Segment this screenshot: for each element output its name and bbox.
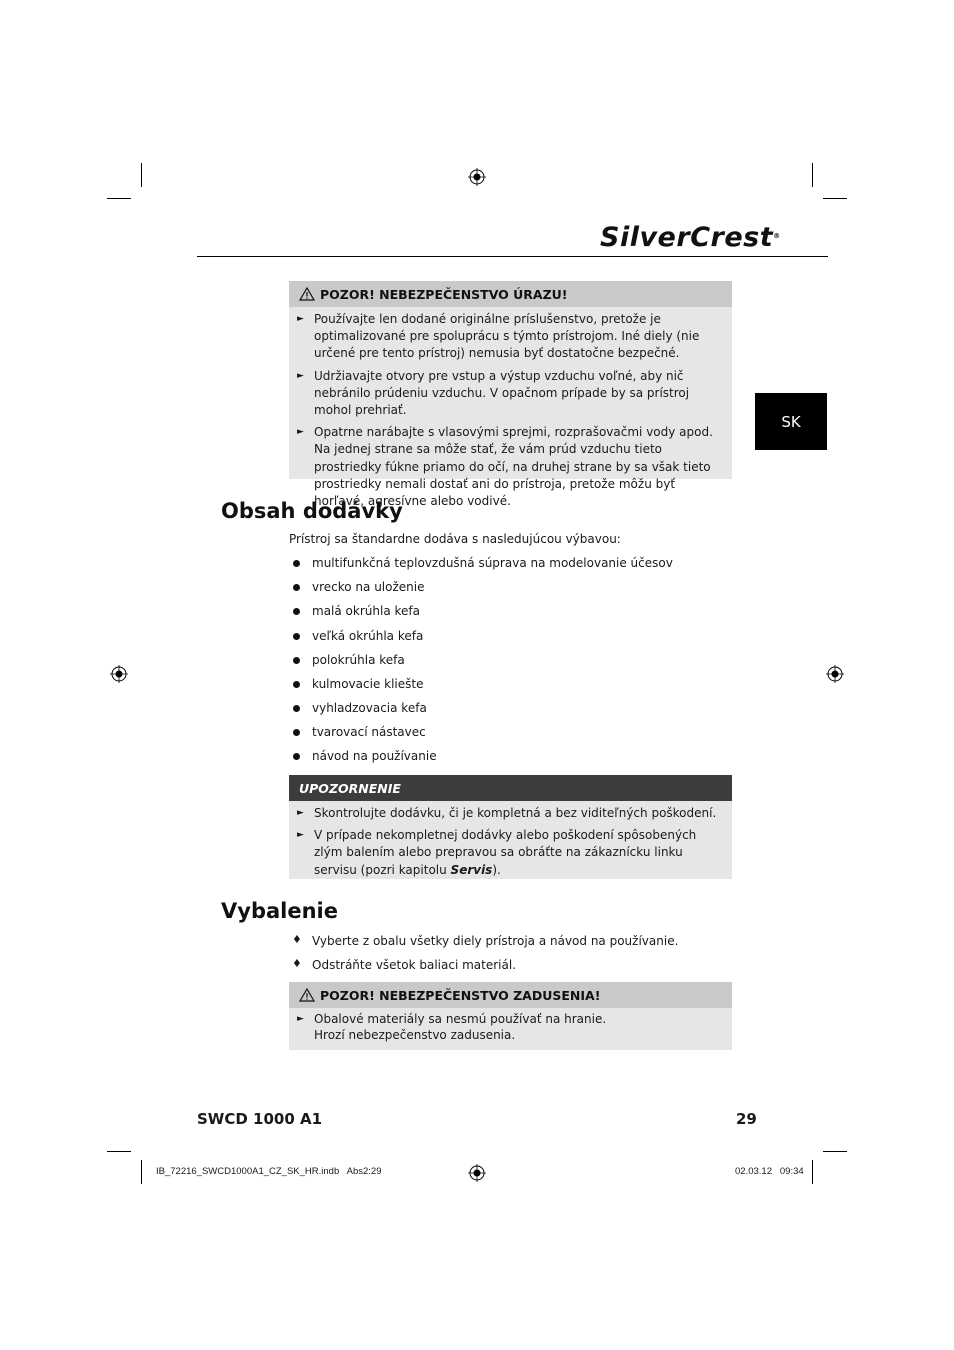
list-item-text: Hrozí nebezpečenstvo zadusenia. — [314, 1027, 516, 1042]
list-item — [289, 629, 423, 643]
bullet-dot-icon — [293, 608, 300, 615]
list-item — [297, 805, 722, 822]
arrow-bullet-icon: ► — [297, 808, 304, 818]
warning-suffocation-box — [289, 982, 732, 1050]
registration-mark-icon — [110, 665, 128, 683]
warning-triangle-icon — [299, 988, 315, 1002]
slug-date: 02.03.12 09:34 — [735, 1166, 804, 1177]
brand-name-part2: Crest — [690, 222, 774, 253]
list-item-text: vrecko na uloženie — [312, 580, 425, 594]
list-item-text: malá okrúhla kefa — [312, 604, 420, 618]
list-item — [289, 580, 425, 594]
bullet-dot-icon — [293, 584, 300, 591]
crop-mark — [812, 1160, 813, 1184]
list-item — [289, 604, 420, 618]
crop-mark — [141, 1160, 142, 1184]
arrow-bullet-icon: ► — [297, 830, 304, 841]
warning-suffocation-header — [289, 982, 732, 1008]
crop-mark — [107, 1151, 131, 1152]
crop-mark — [812, 163, 813, 187]
list-item-text: Používajte len dodané originálne príslušenstvo, pretože je optimalizované pre spoluprácu s týmto prístrojom. Iné diely (nie určené pre tento prístroj) nemusia byť dostatočne bezpečné. — [314, 312, 700, 361]
list-item-text: Vyberte z obalu všetky diely prístroja a návod na používanie. — [312, 934, 679, 948]
list-item — [289, 749, 437, 763]
crop-mark — [823, 1151, 847, 1152]
registration-mark-icon — [468, 168, 486, 186]
registration-mark-icon — [468, 1164, 486, 1182]
list-item — [289, 556, 673, 570]
warning-triangle-icon — [299, 287, 315, 301]
registration-mark-icon — [826, 665, 844, 683]
language-tab: SK — [755, 393, 827, 450]
warning-suffocation-title: POZOR! NEBEZPEČENSTVO ZADUSENIA! — [320, 987, 601, 1003]
section-heading-contents: Obsah dodávky — [221, 499, 403, 523]
list-item — [289, 958, 516, 972]
arrow-bullet-icon: ► — [297, 427, 304, 438]
list-item — [289, 701, 427, 715]
bullet-dot-icon — [293, 729, 300, 736]
list-item — [289, 934, 678, 948]
warning-injury-header — [289, 281, 732, 307]
bullet-dot-icon — [293, 681, 300, 688]
bullet-dot-icon — [293, 560, 300, 567]
list-item — [289, 653, 405, 667]
list-item — [297, 368, 722, 420]
crop-mark — [141, 163, 142, 187]
list-item-text: veľká okrúhla kefa — [312, 629, 424, 643]
bullet-dot-icon — [293, 753, 300, 760]
warning-injury-title: POZOR! NEBEZPEČENSTVO ÚRAZU! — [320, 286, 568, 302]
list-item-text: Obalové materiály sa nesmú používať na hranie. — [314, 1012, 607, 1026]
crop-mark — [107, 198, 131, 199]
brand-name-part1: Silver — [600, 222, 691, 253]
crop-mark — [823, 198, 847, 199]
list-item — [297, 1012, 722, 1043]
arrow-bullet-icon: ► — [297, 314, 304, 324]
page-number: 29 — [736, 1110, 757, 1128]
list-item-text: V prípade nekompletnej dodávky alebo poškodení spôsobených zlým balením alebo prepravou sa obráťte na zákaznícku linku servisu (pozri kapitolu — [314, 828, 697, 877]
brand-registered: ® — [773, 232, 781, 240]
list-item — [289, 677, 423, 691]
service-chapter-ref: Servis — [450, 862, 493, 877]
arrow-bullet-icon: ► — [297, 370, 304, 381]
footer-model: SWCD 1000 A1 — [197, 1110, 323, 1128]
list-item — [297, 827, 722, 879]
warning-injury-box — [289, 281, 732, 509]
brand-logo — [600, 222, 781, 253]
diamond-bullet-icon: ♦ — [292, 957, 302, 970]
list-item-text: Opatrne narábajte s vlasovými sprejmi, rozprašovačmi vody apod. Na jednej strane sa môže stať, že vám prúd vzduchu tieto prostriedky fúkne priamo do očí, na druhej strane by sa však tieto prostriedky nemali dostať ani do prístroja, pretože môžu byť horľavé, agresívne alebo vodivé. — [314, 425, 713, 509]
notice-title: UPOZORNENIE — [299, 780, 401, 796]
list-item-text: vyhladzovacia kefa — [312, 701, 427, 715]
list-item-text: polokrúhla kefa — [312, 653, 405, 667]
list-item-text: Udržiavajte otvory pre vstup a výstup vzduchu voľné, aby nič nebránilo prúdeniu vzduchu. V opačnom prípade by sa prístroj mohol prehriať. — [314, 368, 690, 418]
notice-box — [289, 775, 732, 879]
arrow-bullet-icon: ► — [297, 1014, 304, 1024]
list-item-text: tvarovací nástavec — [312, 725, 426, 739]
list-item-text-end: ). — [492, 862, 501, 877]
list-item-text: multifunkčná teplovzdušná súprava na modelovanie účesov — [312, 556, 673, 570]
diamond-bullet-icon: ♦ — [292, 933, 302, 946]
list-item-text: návod na používanie — [312, 749, 437, 763]
header-rule — [197, 256, 828, 257]
list-item-text: Odstráňte všetok baliaci materiál. — [312, 958, 516, 972]
list-item-text: kulmovacie kliešte — [312, 677, 424, 691]
list-item — [297, 311, 722, 363]
section-heading-unpacking: Vybalenie — [221, 899, 338, 923]
bullet-dot-icon — [293, 633, 300, 640]
notice-header — [289, 775, 732, 801]
list-item — [289, 725, 426, 739]
bullet-dot-icon — [293, 705, 300, 712]
bullet-dot-icon — [293, 657, 300, 664]
list-item — [297, 424, 722, 510]
slug-file-info: IB_72216_SWCD1000A1_CZ_SK_HR.indb Abs2:29 — [156, 1166, 382, 1177]
contents-intro: Prístroj sa štandardne dodáva s nasledujúcou výbavou: — [289, 532, 621, 546]
list-item-text: Skontrolujte dodávku, či je kompletná a bez viditeľných poškodení. — [314, 806, 717, 820]
